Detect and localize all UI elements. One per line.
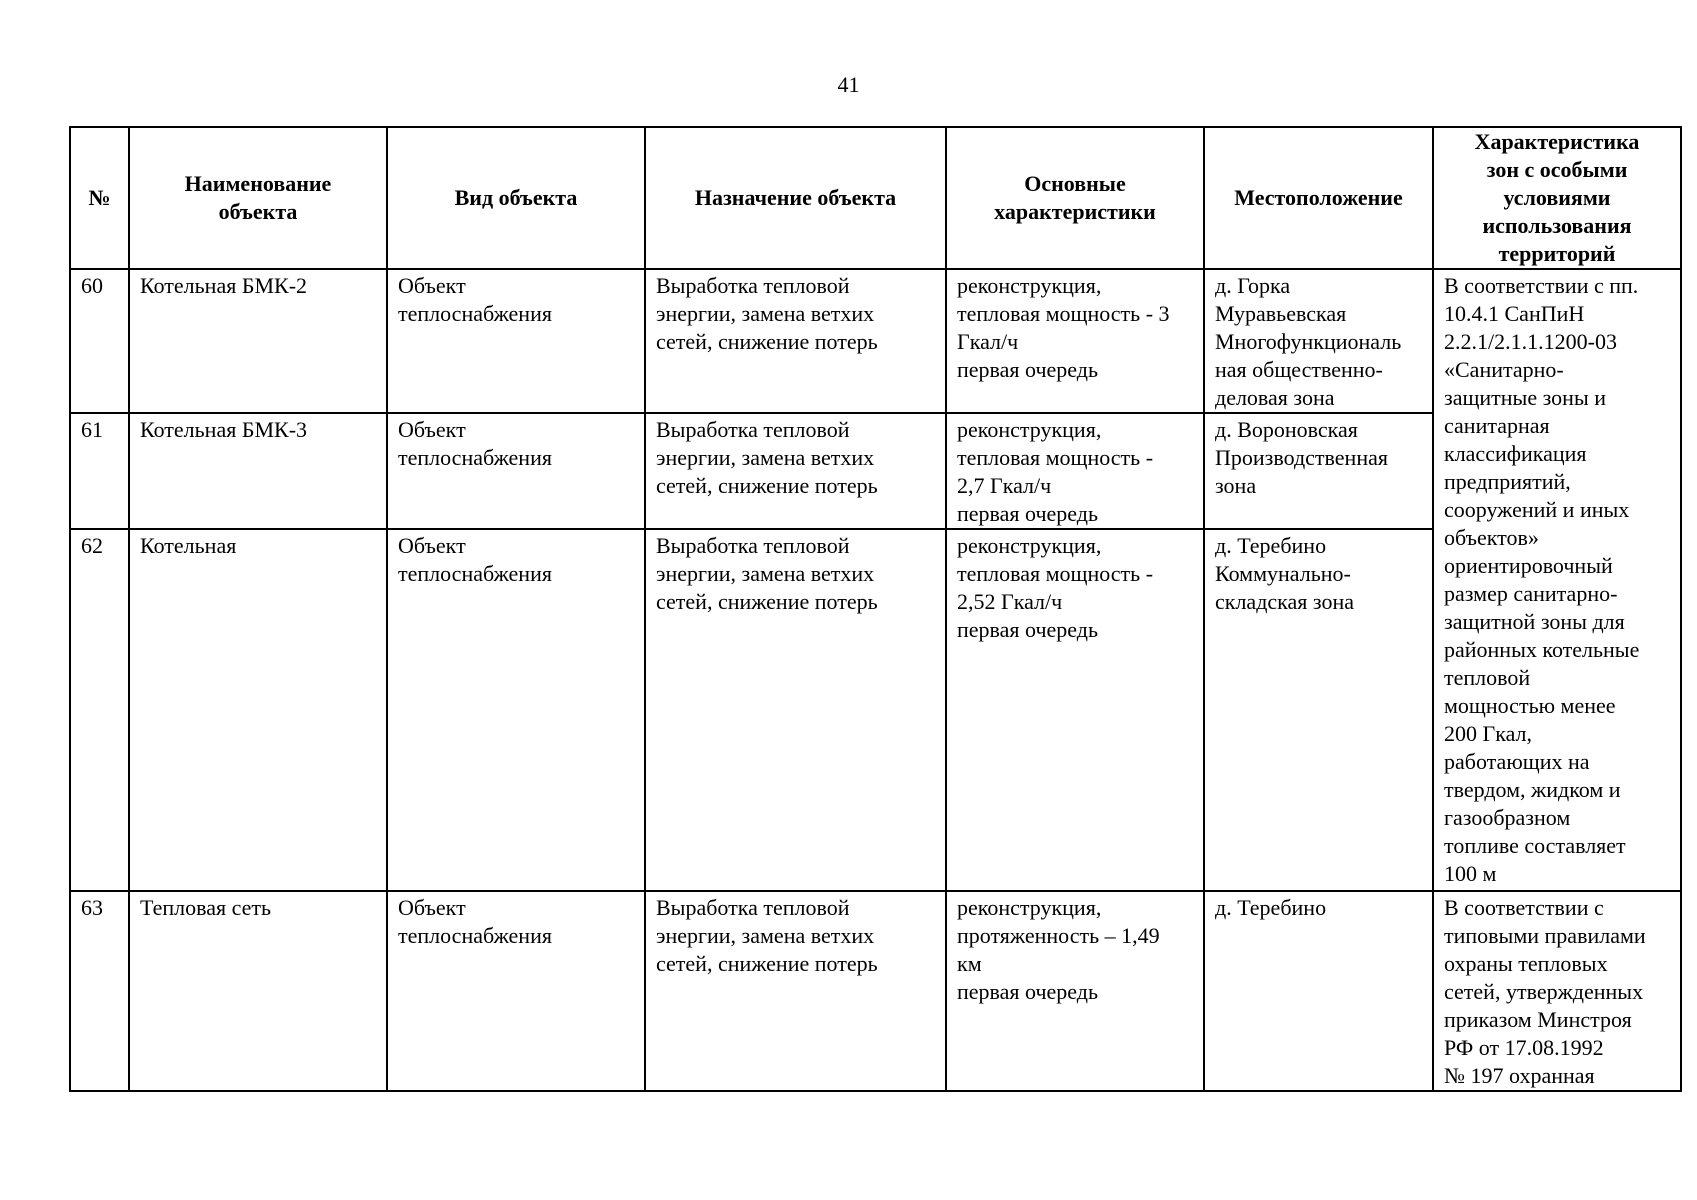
header-object-purpose: Назначение объекта: [645, 127, 946, 269]
cell-number: 61: [70, 413, 129, 529]
cell-location: д. Горка Муравьевская Многофункциональ ная общественно- деловая зона: [1204, 269, 1433, 413]
cell-number: 60: [70, 269, 129, 413]
cell-object-type: Объект теплоснабжения: [387, 891, 645, 1091]
cell-object-purpose: Выработка тепловой энергии, замена ветхих сетей, снижение потерь: [645, 413, 946, 529]
cell-zone-characteristics: В соответствии с типовыми правилами охраны тепловых сетей, утвержденных приказом Минстроя РФ от 17.08.1992 № 197 охранная: [1433, 891, 1681, 1091]
cell-main-characteristics: реконструкция, тепловая мощность - 3 Гкал/ч первая очередь: [946, 269, 1204, 413]
cell-location: д. Теребино: [1204, 891, 1433, 1091]
cell-location: д. Теребино Коммунально- складская зона: [1204, 529, 1433, 891]
cell-object-purpose: Выработка тепловой энергии, замена ветхих сетей, снижение потерь: [645, 891, 946, 1091]
cell-main-characteristics: реконструкция, протяженность – 1,49 км первая очередь: [946, 891, 1204, 1091]
header-zone-characteristics: Характеристика зон с особыми условиями использования территорий: [1433, 127, 1681, 269]
header-location: Местоположение: [1204, 127, 1433, 269]
cell-object-name: Котельная: [129, 529, 387, 891]
cell-object-type: Объект теплоснабжения: [387, 529, 645, 891]
objects-table: [69, 126, 1682, 1092]
cell-object-name: Котельная БМК-3: [129, 413, 387, 529]
cell-number: 63: [70, 891, 129, 1091]
header-object-name: Наименование объекта: [129, 127, 387, 269]
cell-object-name: Тепловая сеть: [129, 891, 387, 1091]
cell-number: 62: [70, 529, 129, 891]
header-number: №: [70, 127, 129, 269]
cell-object-purpose: Выработка тепловой энергии, замена ветхих сетей, снижение потерь: [645, 529, 946, 891]
cell-object-type: Объект теплоснабжения: [387, 269, 645, 413]
header-object-type: Вид объекта: [387, 127, 645, 269]
table-row: [70, 891, 1681, 1091]
cell-location: д. Вороновская Производственная зона: [1204, 413, 1433, 529]
cell-main-characteristics: реконструкция, тепловая мощность - 2,52 Гкал/ч первая очередь: [946, 529, 1204, 891]
cell-zone-characteristics-merged: В соответствии с пп. 10.4.1 СанПиН 2.2.1/2.1.1.1200-03 «Санитарно- защитные зоны и санитарная классификация предприятий, сооружений и иных объектов» ориентировочный размер санитарно- защитной зоны для районных котельные тепловой мощностью менее 200 Гкал, работающих на твердом, жидком и газообразном топливе составляет 100 м: [1433, 269, 1681, 891]
cell-object-name: Котельная БМК-2: [129, 269, 387, 413]
header-main-characteristics: Основные характеристики: [946, 127, 1204, 269]
table-header-row: [70, 127, 1681, 269]
page-number: 41: [837, 72, 860, 97]
cell-object-type: Объект теплоснабжения: [387, 413, 645, 529]
cell-main-characteristics: реконструкция, тепловая мощность - 2,7 Гкал/ч первая очередь: [946, 413, 1204, 529]
table-row: [70, 269, 1681, 413]
cell-object-purpose: Выработка тепловой энергии, замена ветхих сетей, снижение потерь: [645, 269, 946, 413]
